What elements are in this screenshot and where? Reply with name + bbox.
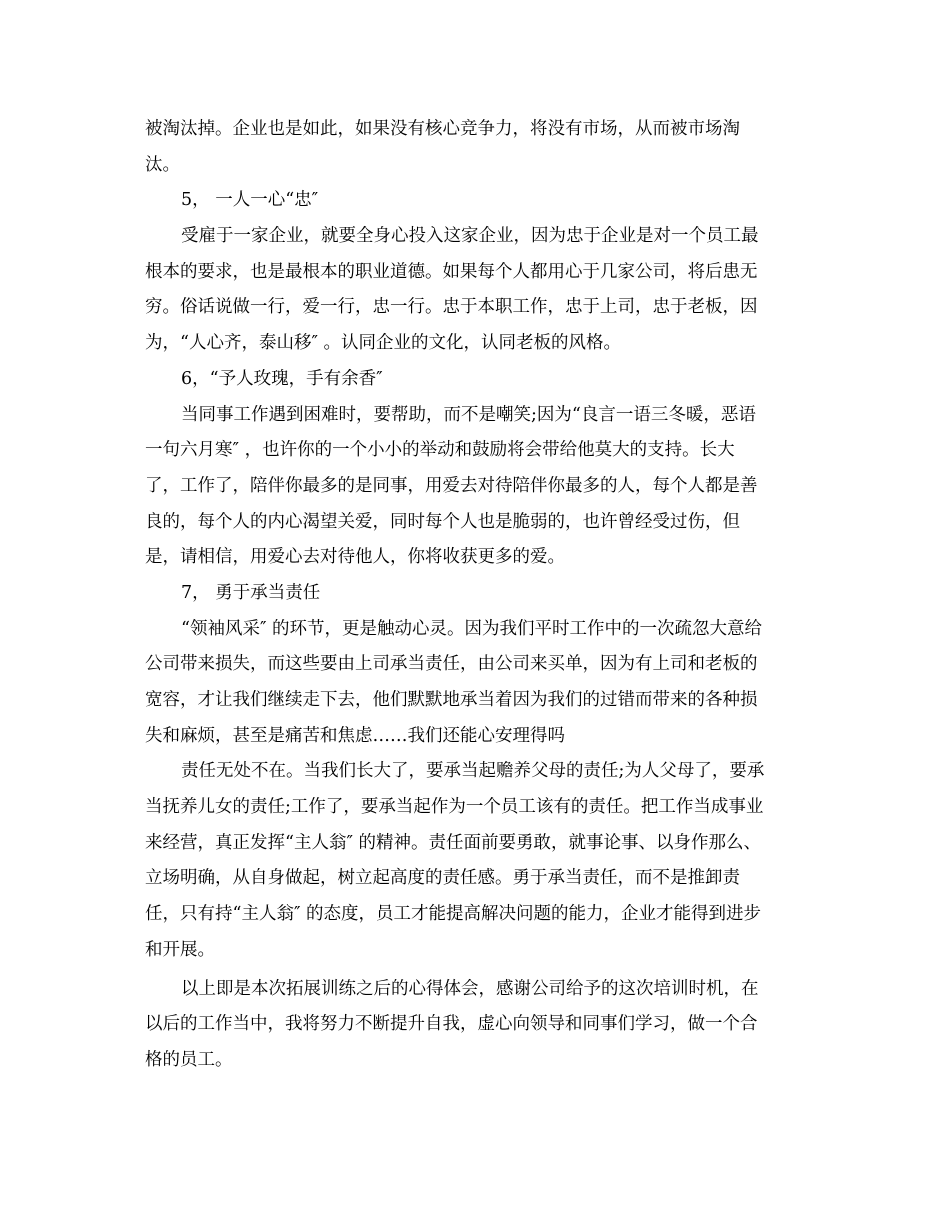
- text-line: 为，“人心齐，泰山移″ 。认同企业的文化，认同老板的风格。: [145, 333, 622, 354]
- text-line: 立场明确，从自身做起，树立起高度的责任感。勇于承当责任，而不是推卸责: [145, 868, 740, 889]
- text-line: 穷。俗话说做一行，爱一行，忠一行。忠于本职工作，忠于上司，忠于老板，因: [145, 297, 758, 318]
- text-line: 良的，每个人的内心渴望关爱，同时每个人也是脆弱的，也许曾经受过伤，但: [145, 511, 740, 532]
- section-heading-7: 7， 勇于承当责任: [181, 582, 321, 603]
- text-line: 责任无处不在。当我们长大了，要承当起赡养父母的责任;为人父母了，要承: [181, 761, 765, 782]
- text-line: 一句六月寒″ ，也许你的一个小小的举动和鼓励将会带给他莫大的支持。长大: [145, 440, 735, 461]
- text-line: 是，请相信，用爱心去对待他人，你将收获更多的爱。: [145, 547, 565, 568]
- text-line: 任，只有持“主人翁″ 的态度，员工才能提高解决问题的能力，企业才能得到进步: [145, 904, 762, 925]
- text-line: 被淘汰掉。企业也是如此，如果没有核心竞争力，将没有市场，从而被市场淘: [145, 119, 740, 139]
- text-line: 当抚养儿女的责任;工作了，要承当起作为一个员工该有的责任。把工作当成事业: [145, 797, 764, 818]
- text-line: 根本的要求，也是最根本的职业道德。如果每个人都用心于几家公司，将后患无: [145, 261, 758, 282]
- text-line: 当同事工作遇到困难时，要帮助，而不是嘲笑;因为“良言一语三冬暖，恶语: [181, 404, 756, 425]
- text-line: 公司带来损失，而这些要由上司承当责任，由公司来买单，因为有上司和老板的: [145, 654, 758, 675]
- text-line: 以后的工作当中，我将努力不断提升自我，虚心向领导和同事们学习，做一个合: [145, 1014, 758, 1035]
- text-line: 了，工作了，陪伴你最多的是同事，用爱去对待陪伴你最多的人，每个人都是善: [145, 475, 758, 496]
- text-line: 宽容，才让我们继续走下去，他们默默地承当着因为我们的过错而带来的各种损: [145, 690, 758, 710]
- text-line: 汰。: [145, 154, 180, 175]
- text-line: 格的员工。: [145, 1049, 233, 1070]
- document-body: [145, 112, 815, 1079]
- text-line: 受雇于一家企业，就要全身心投入这家企业，因为忠于企业是对一个员工最: [181, 226, 759, 247]
- text-line: 和开展。: [145, 939, 215, 960]
- section-heading-5: 5， 一人一心“忠″: [181, 190, 319, 211]
- section-heading-6: 6，“予人玫瑰，手有余香″: [181, 368, 383, 389]
- text-line: 来经营，真正发挥“主人翁″ 的精神。责任面前要勇敢，就事论事、以身作那么、: [145, 832, 762, 853]
- text-line: 失和麻烦，甚至是痛苦和焦虑……我们还能心安理得吗: [145, 725, 565, 746]
- text-line: 以上即是本次拓展训练之后的心得体会，感谢公司给予的这次培训时机，在: [181, 978, 759, 999]
- text-line: “领袖风采″ 的环节，更是触动心灵。因为我们平时工作中的一次疏忽大意给: [181, 618, 763, 639]
